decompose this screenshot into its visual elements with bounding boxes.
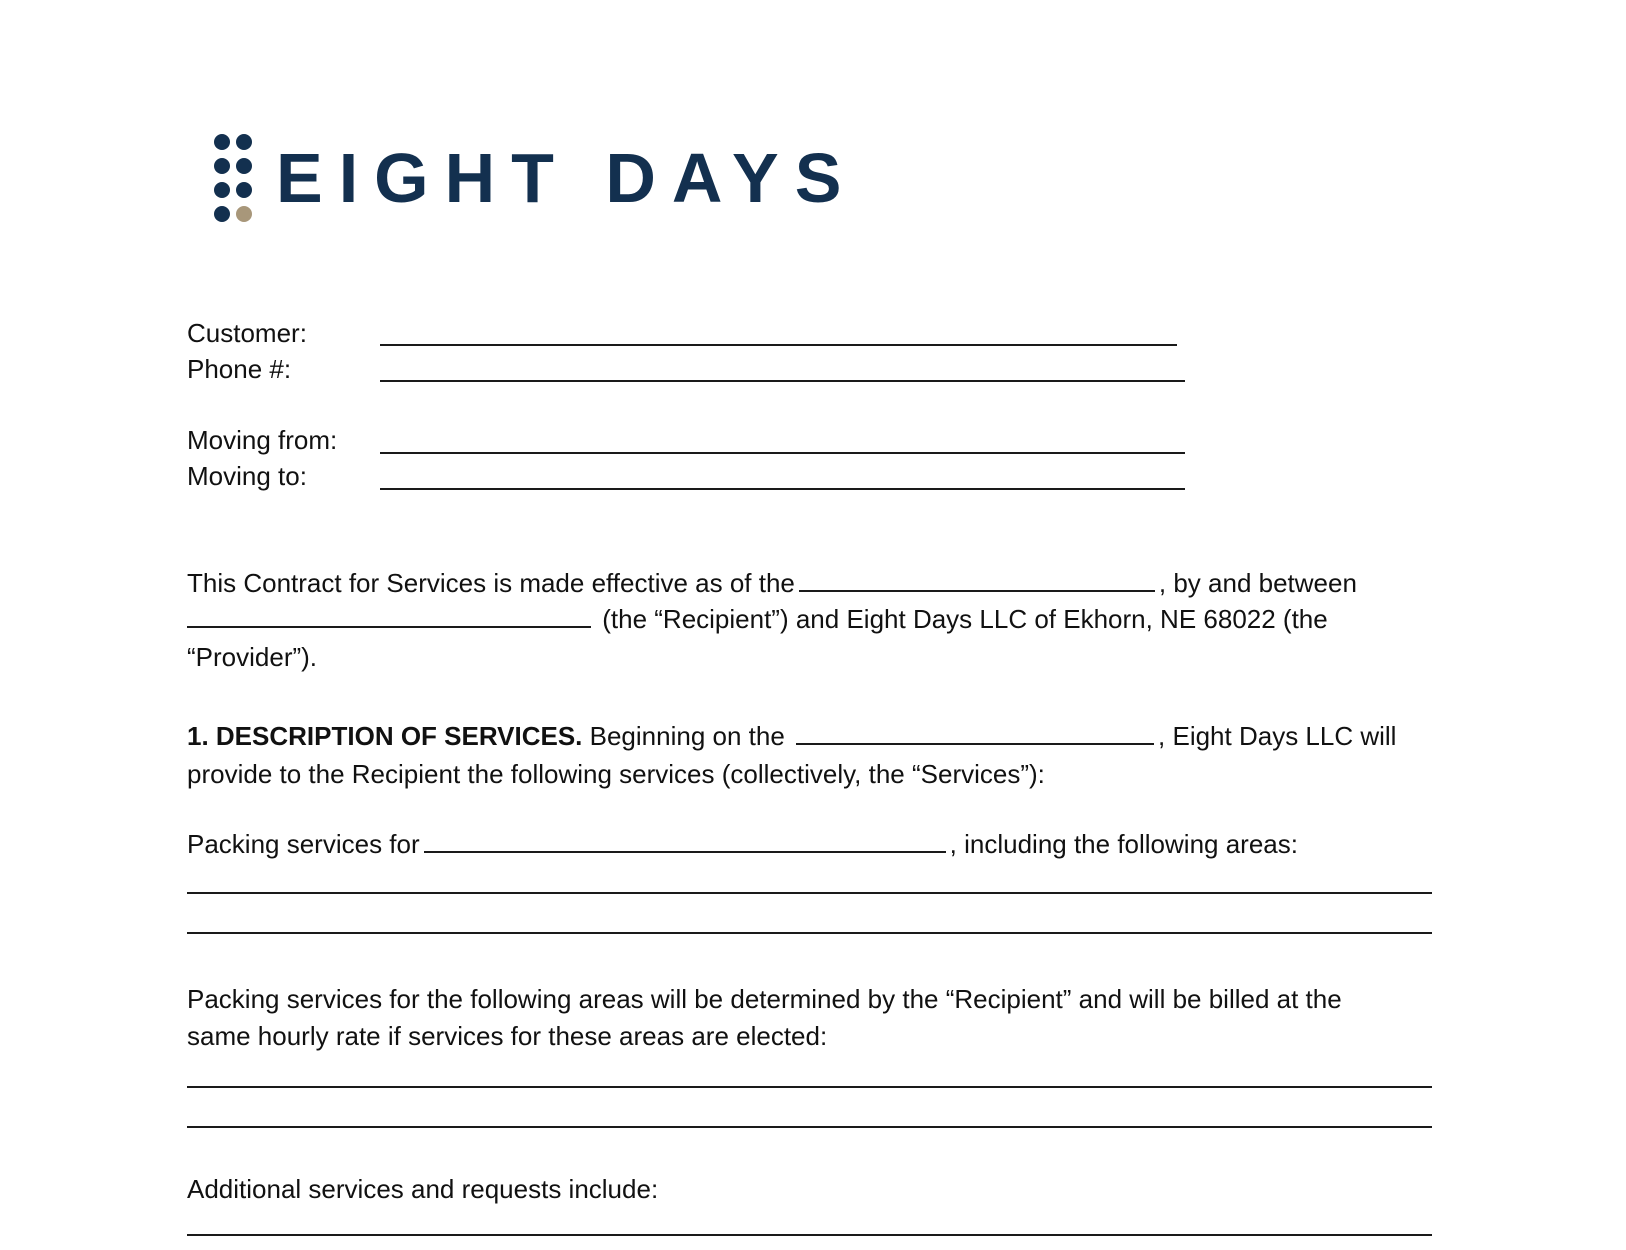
optional-areas-line-1: Packing services for the following areas will be determined by the “Recipient” and will be billed at the [187, 984, 1342, 1014]
section-1-line-2: provide to the Recipient the following services (collectively, the “Services”): [187, 759, 1045, 789]
customer-label: Customer: [187, 318, 307, 348]
packing-areas-line-2[interactable] [187, 932, 1432, 934]
moving-to-label: Moving to: [187, 461, 307, 491]
customer-field[interactable] [380, 344, 1177, 346]
intro-text-a: This Contract for Services is made effective as of the [187, 568, 795, 598]
effective-date-field[interactable] [799, 568, 1155, 592]
packing-areas-line-1[interactable] [187, 892, 1432, 894]
packing-text-b: , including the following areas: [949, 829, 1298, 859]
section-1-line-1 [187, 719, 1396, 753]
section-1-text-b: , Eight Days LLC will [1158, 721, 1397, 751]
intro-line-3: “Provider”). [187, 642, 318, 672]
packing-line [187, 827, 1298, 861]
moving-to-field[interactable] [380, 488, 1185, 490]
optional-areas-line-2: same hourly rate if services for these areas are elected: [187, 1021, 828, 1051]
intro-text-b: , by and between [1158, 568, 1357, 598]
moving-from-label: Moving from: [187, 425, 338, 455]
logo-dots-icon [214, 134, 258, 224]
phone-field[interactable] [380, 380, 1185, 382]
optional-areas-line-b[interactable] [187, 1126, 1432, 1128]
optional-areas-line-a[interactable] [187, 1086, 1432, 1088]
phone-label: Phone #: [187, 354, 292, 384]
start-date-field[interactable] [796, 721, 1154, 745]
section-1-text-a: Beginning on the [589, 721, 785, 751]
intro-line-1 [187, 566, 1357, 600]
intro-line-2 [187, 602, 1328, 636]
additional-services-label: Additional services and requests include: [187, 1174, 659, 1204]
additional-services-line[interactable] [187, 1234, 1432, 1236]
section-1-heading: 1. DESCRIPTION OF SERVICES. [187, 721, 583, 751]
moving-from-field[interactable] [380, 452, 1185, 454]
packing-for-field[interactable] [424, 829, 946, 853]
packing-text-a: Packing services for [187, 829, 420, 859]
intro-text-c: (the “Recipient”) and Eight Days LLC of Ekhorn, NE 68022 (the [602, 604, 1328, 634]
recipient-name-field[interactable] [187, 604, 591, 628]
logo-wordmark: EIGHT DAYS [276, 139, 858, 217]
